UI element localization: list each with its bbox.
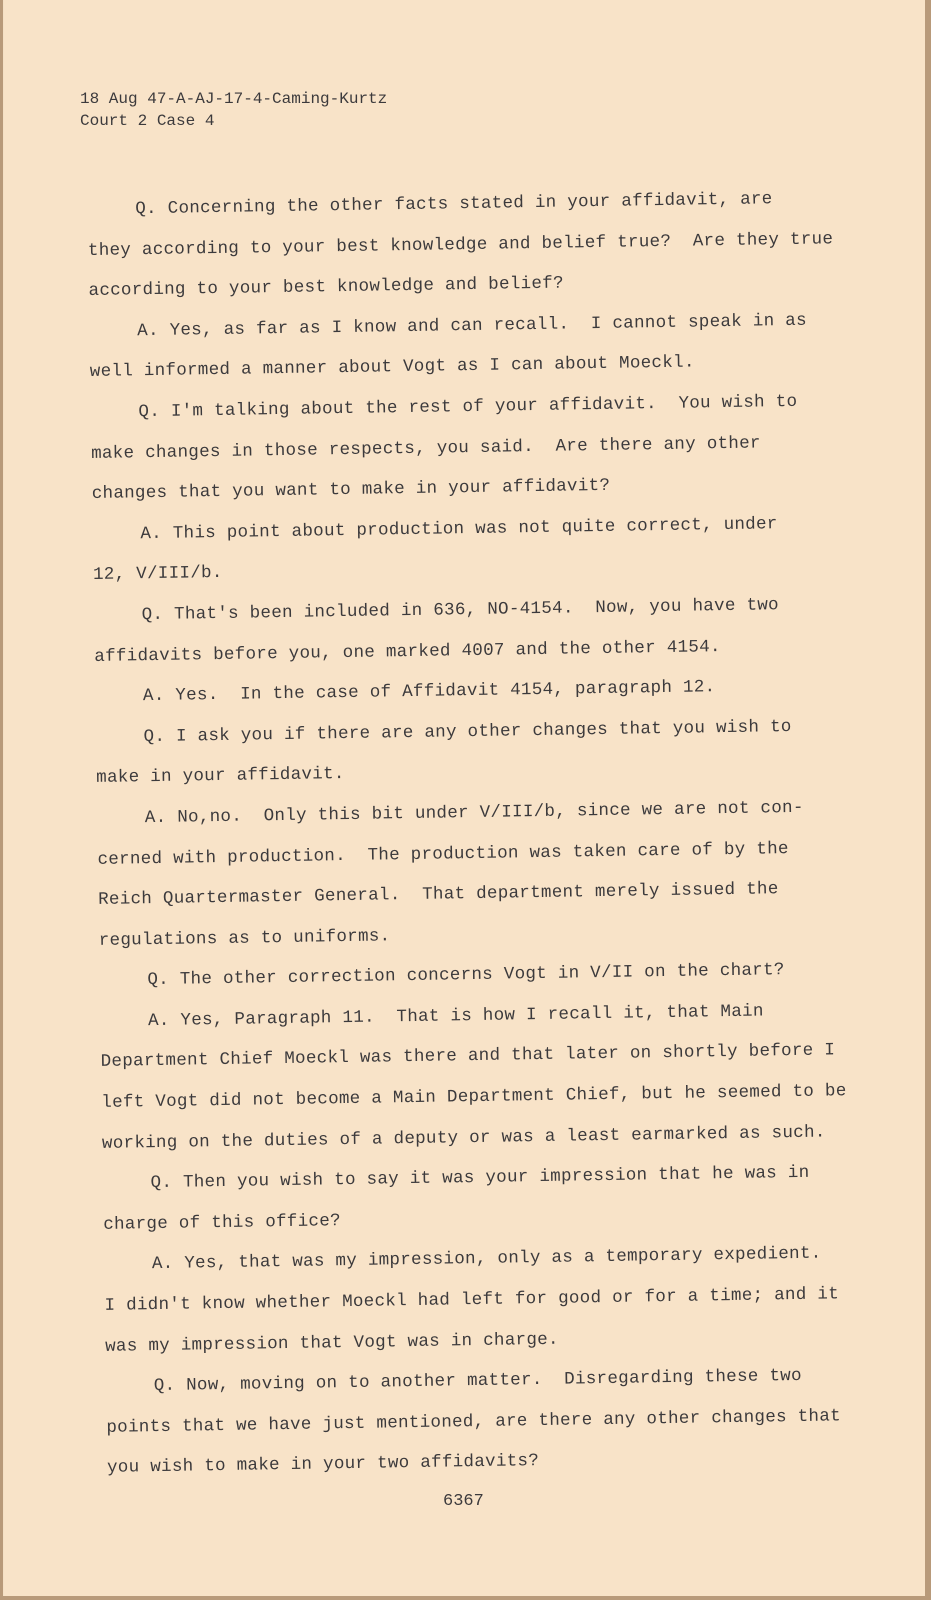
transcript-line: working on the duties of a deputy or was a least earmarked as such. (101, 1122, 826, 1154)
transcript-line: 12, V/III/b. (92, 563, 223, 586)
transcript-line: A. Yes. In the case of Affidavit 4154, paragraph 12. (142, 677, 716, 707)
transcript-line: well informed a manner about Vogt as I can about Moeckl. (89, 352, 695, 383)
transcript-line: make changes in those respects, you said. Are there any other (90, 433, 761, 464)
transcript-line: A. Yes, as far as I know and can recall. I cannot speak in as (137, 310, 808, 342)
transcript-line: Q. The other correction concerns Vogt in V/II on the chart? (147, 960, 785, 991)
transcript-line: Q. Then you wish to say it was your impression that he was in (150, 1163, 810, 1194)
transcript-line: Q. That's been included in 636, NO-4154. Now, you have two (141, 595, 780, 626)
transcript-line: I didn't know whether Moeckl had left for good or for a time; and it (104, 1284, 840, 1316)
transcript-line: you wish to make in your two affidavits? (106, 1451, 540, 1479)
header-court-case: Court 2 Case 4 (80, 112, 215, 130)
transcript-line: they according to your best knowledge and belief true? Are they true (87, 228, 834, 261)
transcript-line: affidavits before you, one marked 4007 and the other 4154. (94, 636, 721, 667)
transcript-line: A. This point about production was not quite correct, under (140, 513, 778, 544)
transcript-line: regulations as to uniforms. (98, 926, 391, 951)
transcript-line: changes that you want to make in your affidavit? (91, 475, 611, 505)
transcript-line: cerned with production. The production was taken care of by the (97, 838, 789, 870)
transcript-line: Q. I'm talking about the rest of your affidavit. You wish to (138, 391, 798, 423)
transcript-line: A. Yes, that was my impression, only as a temporary expedient. (151, 1244, 822, 1275)
transcript-line: was my impression that Vogt was in charge. (105, 1329, 559, 1357)
transcript-line: charge of this office? (103, 1210, 342, 1235)
transcript-line: Department Chief Moeckl was there and that later on shortly before I (100, 1040, 836, 1073)
document-header (80, 88, 387, 132)
transcript-line: Reich Quartermaster General. That department merely issued the (97, 879, 779, 911)
transcript-line: Q. Concerning the other facts stated in your affidavit, are (135, 189, 773, 220)
transcript-line: according to your best knowledge and belief? (88, 273, 564, 302)
transcript-line: make in your affidavit. (96, 764, 345, 789)
header-reference: 18 Aug 47-A-AJ-17-4-Caming-Kurtz (80, 90, 388, 108)
page-number: 6367 (443, 1492, 484, 1511)
transcript-line: points that we have just mentioned, are there any other changes that (106, 1406, 842, 1438)
transcript-body (87, 179, 847, 1489)
document-page (3, 0, 925, 1596)
transcript-line: A. No,no. Only this bit under V/III/b, since we are not con- (144, 797, 804, 829)
transcript-line: Q. I ask you if there are any other changes that you wish to (143, 716, 792, 747)
transcript-line: Q. Now, moving on to another matter. Disregarding these two (153, 1366, 802, 1397)
transcript-line: left Vogt did not become a Main Department Chief, but he seemed to be (101, 1081, 847, 1113)
transcript-line: A. Yes, Paragraph 11. That is how I recall it, that Main (147, 1001, 764, 1032)
